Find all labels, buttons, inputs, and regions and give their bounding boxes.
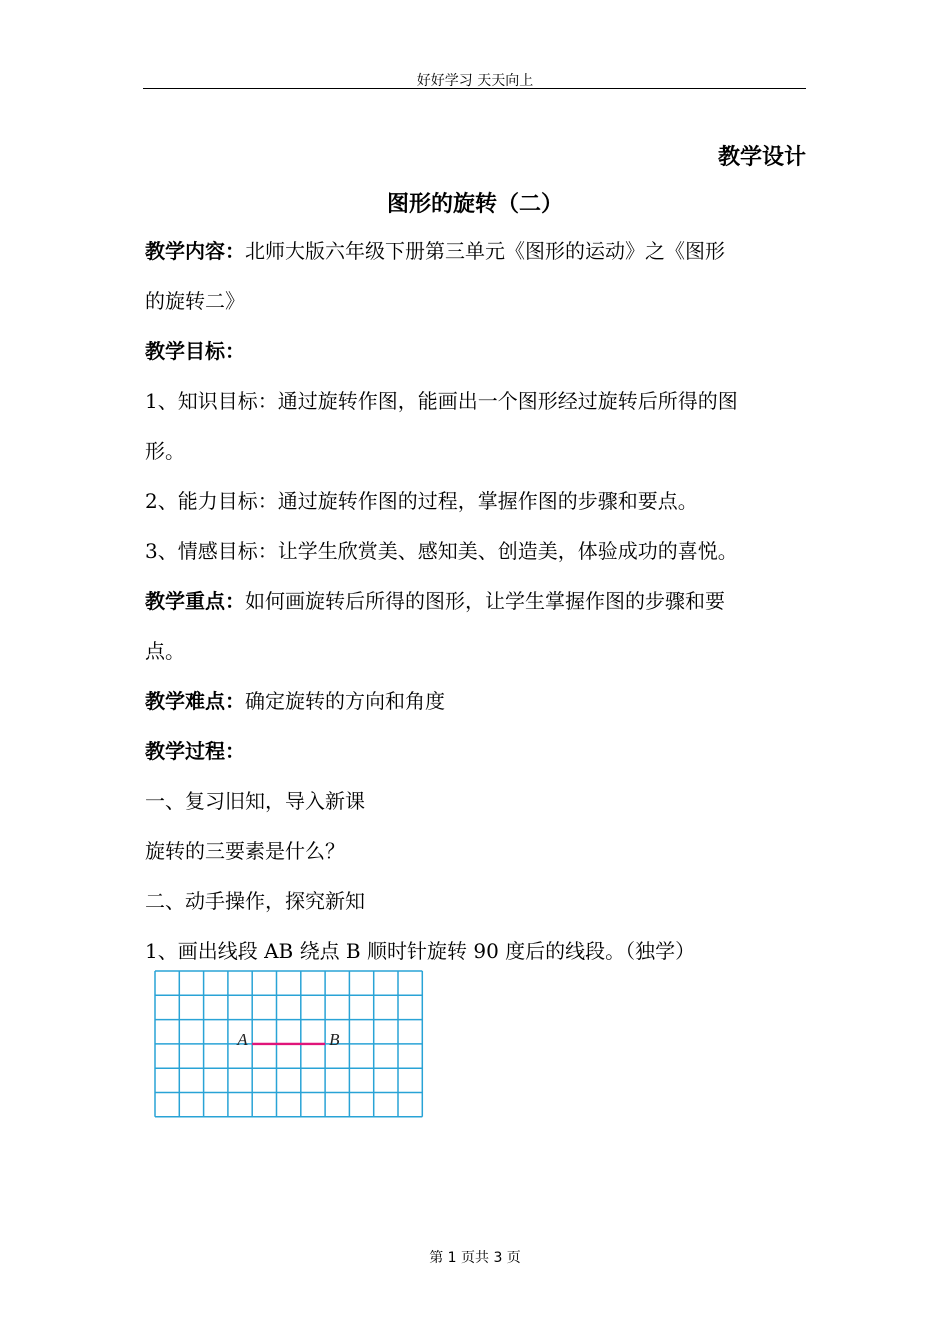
- process-step-1: 一、复习旧知，导入新课: [145, 789, 365, 813]
- point-a-label: A: [237, 1029, 248, 1049]
- key-point-text: 如何画旋转后所得的图形，让学生掌握作图的步骤和要: [245, 589, 725, 613]
- page-title: 图形的旋转（二）: [386, 191, 563, 217]
- objective-1-line-2: 形。: [145, 439, 185, 463]
- doc-type-heading: 教学设计: [717, 144, 806, 170]
- point-b-label: B: [329, 1029, 340, 1049]
- objective-2: 2、能力目标：通过旋转作图的过程，掌握作图的步骤和要点。: [145, 489, 698, 513]
- process-question: 旋转的三要素是什么？: [145, 839, 345, 863]
- content-label: 教学内容：: [145, 239, 245, 263]
- objective-3: 3、情感目标：让学生欣赏美、感知美、创造美，体验成功的喜悦。: [145, 539, 738, 563]
- process-task-1: 1、画出线段 AB 绕点 B 顺时针旋转 90 度后的线段。（独学）: [145, 939, 696, 963]
- objective-1-line-1: 1、知识目标：通过旋转作图，能画出一个图形经过旋转后所得的图: [145, 389, 738, 413]
- grid-figure: [152, 968, 426, 1124]
- page-footer: 第 1 页共 3 页: [429, 1250, 521, 1266]
- header-rule: [143, 88, 806, 89]
- objectives-label: 教学目标：: [145, 339, 245, 363]
- content-line-2: 的旋转二》: [145, 289, 245, 313]
- key-point-line-2: 点。: [145, 639, 185, 663]
- key-point-line-1: [145, 588, 807, 614]
- content-line-1: [145, 238, 807, 264]
- difficulty-label: 教学难点：: [145, 689, 245, 713]
- difficulty-text: 确定旋转的方向和角度: [245, 689, 445, 713]
- process-step-2: 二、动手操作，探究新知: [145, 889, 365, 913]
- content-text: 北师大版六年级下册第三单元《图形的运动》之《图形: [245, 239, 725, 263]
- difficulty-line: [145, 688, 807, 714]
- key-point-label: 教学重点：: [145, 589, 245, 613]
- process-label: 教学过程：: [145, 739, 245, 763]
- page-header: 好好学习 天天向上: [416, 73, 534, 89]
